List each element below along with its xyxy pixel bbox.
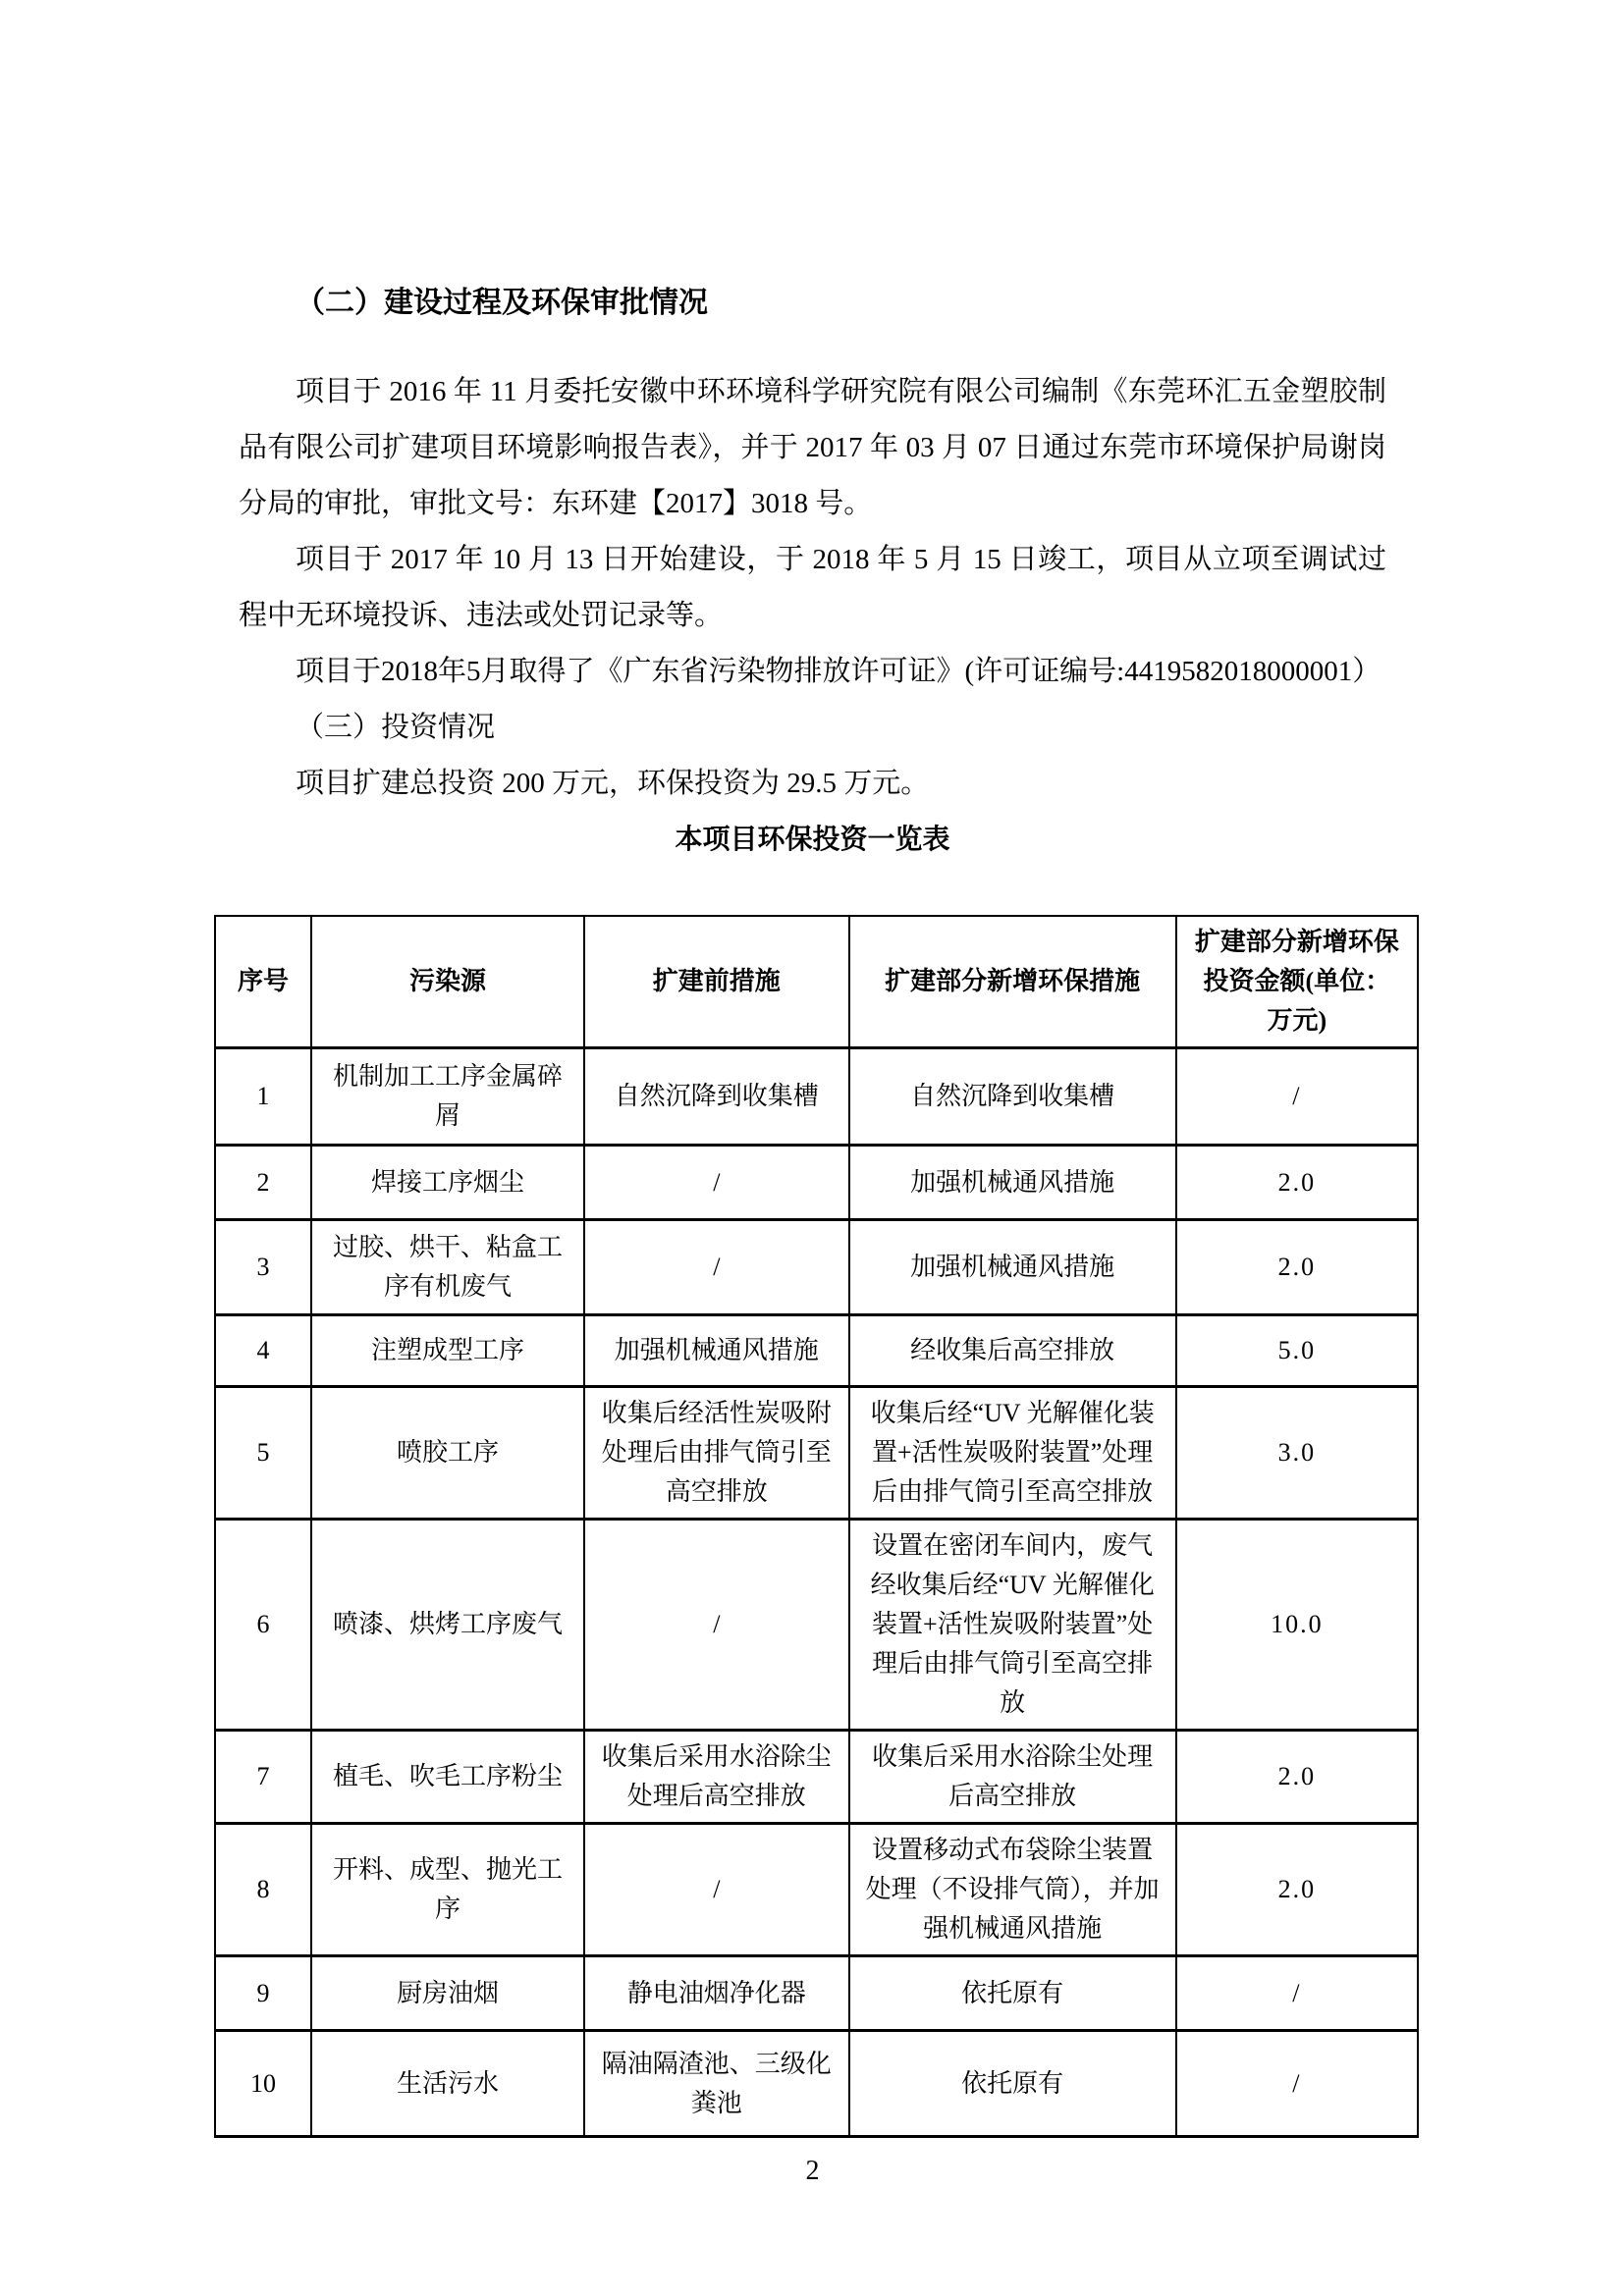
paragraph-investment: 项目扩建总投资 200 万元，环保投资为 29.5 万元。 (296, 768, 930, 799)
table-row (215, 1824, 1418, 1956)
cell-index: 9 (215, 1956, 311, 2031)
cell-index: 6 (215, 1520, 311, 1731)
cell-investment-amount: / (1176, 2031, 1418, 2137)
cell-pre-expansion-measures: / (584, 1220, 849, 1315)
cell-pollution-source: 植毛、吹毛工序粉尘 (311, 1731, 584, 1824)
cell-investment-amount: 2.0 (1176, 1146, 1418, 1220)
cell-investment-amount: 2.0 (1176, 1731, 1418, 1824)
cell-pre-expansion-measures: / (584, 1520, 849, 1731)
cell-pre-expansion-measures: 隔油隔渣池、三级化粪池 (584, 2031, 849, 2137)
section-heading-2: （二）建设过程及环保审批情况 (296, 287, 708, 319)
table-title: 本项目环保投资一览表 (675, 825, 950, 855)
cell-index: 1 (215, 1048, 311, 1146)
section-heading-3: （三）投资情况 (296, 712, 496, 743)
cell-new-measures: 设置移动式布袋除尘装置处理（不设排气筒），并加强机械通风措施 (849, 1824, 1176, 1956)
cell-index: 7 (215, 1731, 311, 1824)
page-content (237, 0, 1399, 2193)
column-header-pollution-source: 污染源 (311, 916, 584, 1048)
cell-index: 10 (215, 2031, 311, 2137)
cell-new-measures: 加强机械通风措施 (849, 1220, 1176, 1315)
cell-new-measures: 收集后采用水浴除尘处理后高空排放 (849, 1731, 1176, 1824)
cell-pre-expansion-measures: 加强机械通风措施 (584, 1315, 849, 1387)
cell-investment-amount: 2.0 (1176, 1220, 1418, 1315)
paragraph-construction: 项目于 2017 年 10 月 13 日开始建设，于 2018 年 5 月 15 日竣工，项目从立项至调试过程中无环境投诉、违法或处罚记录等。 (239, 544, 1386, 631)
column-header-investment-amount: 扩建部分新增环保投资金额(单位：万元) (1176, 916, 1418, 1048)
paragraph-approval: 项目于 2016 年 11 月委托安徽中环环境科学研究院有限公司编制《东莞环汇五金塑胶制品有限公司扩建项目环境影响报告表》，并于 2017 年 03 月 07 日通过东莞市环境保护局谢岗分局的审批，审批文号：东环建【2017】3018 号。 (239, 376, 1386, 519)
cell-pre-expansion-measures: / (584, 1824, 849, 1956)
paragraph-permit: 项目于2018年5月取得了《广东省污染物排放许可证》(许可证编号:4419582018000001） (296, 656, 1381, 687)
page-number: 2 (805, 2156, 820, 2186)
cell-index: 4 (215, 1315, 311, 1387)
table-row (215, 1048, 1418, 1146)
cell-index: 3 (215, 1220, 311, 1315)
column-header-new-measures: 扩建部分新增环保措施 (849, 916, 1176, 1048)
cell-index: 2 (215, 1146, 311, 1220)
cell-investment-amount: 10.0 (1176, 1520, 1418, 1731)
column-header-pre-expansion-measures: 扩建前措施 (584, 916, 849, 1048)
cell-pre-expansion-measures: / (584, 1146, 849, 1220)
cell-pollution-source: 开料、成型、抛光工序 (311, 1824, 584, 1956)
cell-pollution-source: 注塑成型工序 (311, 1315, 584, 1387)
cell-investment-amount: / (1176, 1956, 1418, 2031)
table-row (215, 1731, 1418, 1824)
cell-pollution-source: 喷漆、烘烤工序废气 (311, 1520, 584, 1731)
table-row (215, 1220, 1418, 1315)
cell-new-measures: 依托原有 (849, 1956, 1176, 2031)
cell-new-measures: 经收集后高空排放 (849, 1315, 1176, 1387)
table-row (215, 1146, 1418, 1220)
cell-investment-amount: 3.0 (1176, 1387, 1418, 1520)
table-row (215, 2031, 1418, 2137)
cell-new-measures: 加强机械通风措施 (849, 1146, 1176, 1220)
cell-pollution-source: 焊接工序烟尘 (311, 1146, 584, 1220)
cell-index: 8 (215, 1824, 311, 1956)
cell-new-measures: 收集后经“UV 光解催化装置+活性炭吸附装置”处理后由排气筒引至高空排放 (849, 1387, 1176, 1520)
cell-pre-expansion-measures: 自然沉降到收集槽 (584, 1048, 849, 1146)
cell-investment-amount: 5.0 (1176, 1315, 1418, 1387)
cell-new-measures: 依托原有 (849, 2031, 1176, 2137)
cell-pre-expansion-measures: 收集后采用水浴除尘处理后高空排放 (584, 1731, 849, 1824)
cell-investment-amount: / (1176, 1048, 1418, 1146)
cell-investment-amount: 2.0 (1176, 1824, 1418, 1956)
cell-pre-expansion-measures: 静电油烟净化器 (584, 1956, 849, 2031)
cell-pollution-source: 过胶、烘干、粘盒工序有机废气 (311, 1220, 584, 1315)
table-header-row (215, 916, 1418, 1048)
table-row (215, 1520, 1418, 1731)
cell-new-measures: 自然沉降到收集槽 (849, 1048, 1176, 1146)
investment-table (214, 915, 1419, 2138)
cell-index: 5 (215, 1387, 311, 1520)
cell-pollution-source: 厨房油烟 (311, 1956, 584, 2031)
cell-pre-expansion-measures: 收集后经活性炭吸附处理后由排气筒引至高空排放 (584, 1387, 849, 1520)
cell-pollution-source: 喷胶工序 (311, 1387, 584, 1520)
table-row (215, 1956, 1418, 2031)
column-header-index: 序号 (215, 916, 311, 1048)
cell-pollution-source: 机制加工工序金属碎屑 (311, 1048, 584, 1146)
cell-new-measures: 设置在密闭车间内，废气经收集后经“UV 光解催化装置+活性炭吸附装置”处理后由排气筒引至高空排放 (849, 1520, 1176, 1731)
table-row (215, 1387, 1418, 1520)
table-row (215, 1315, 1418, 1387)
cell-pollution-source: 生活污水 (311, 2031, 584, 2137)
